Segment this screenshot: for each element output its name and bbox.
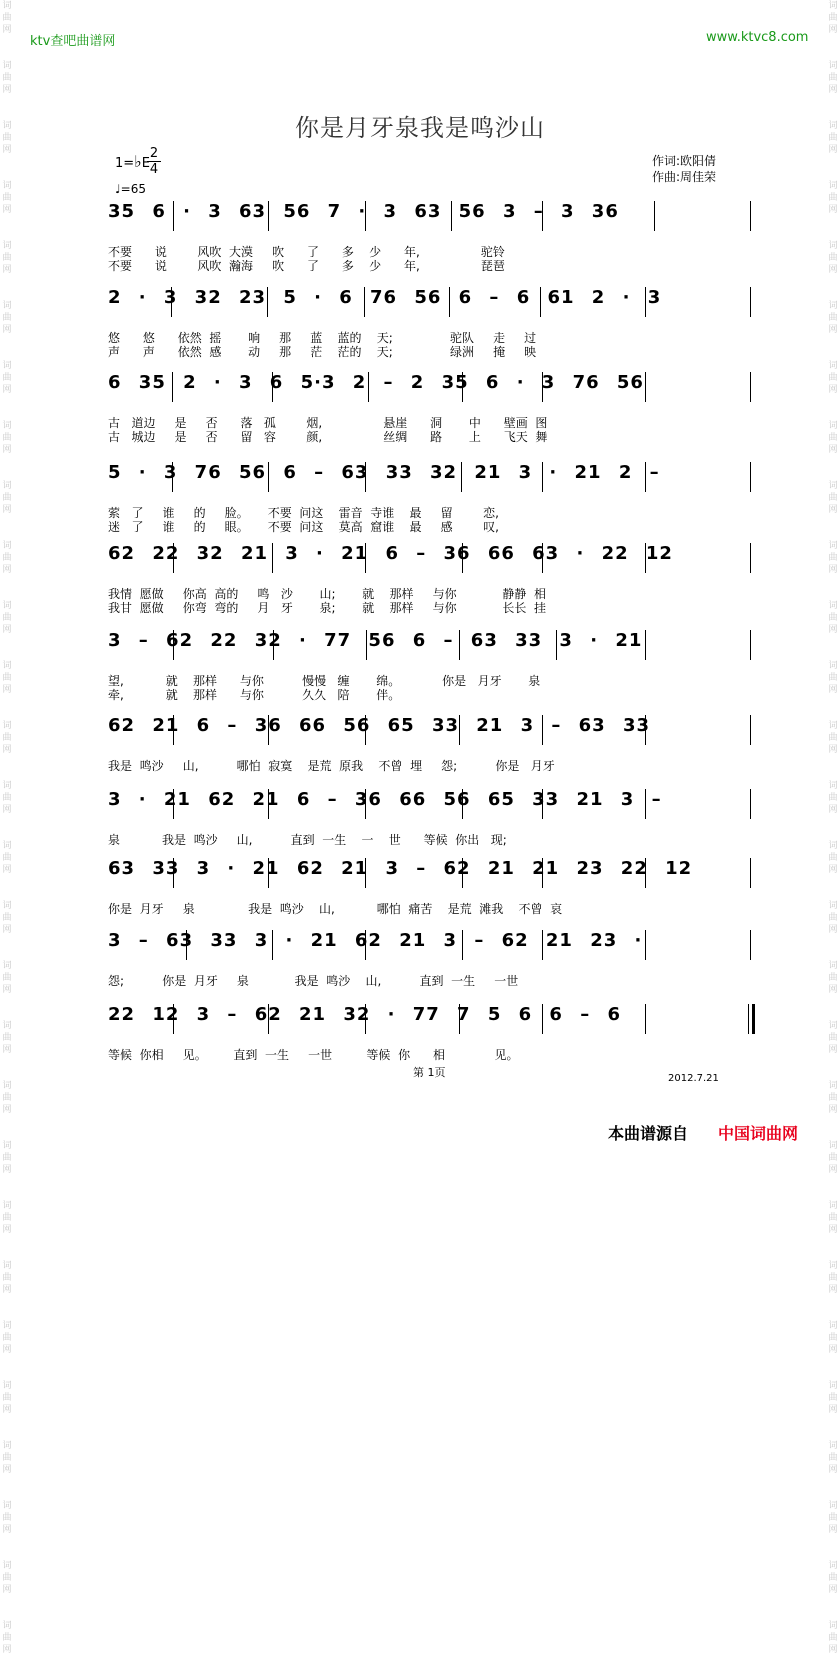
bar-line bbox=[750, 462, 751, 492]
bar-line bbox=[542, 543, 543, 573]
footer-source-label: 本曲谱源自 bbox=[608, 1124, 689, 1143]
bar-line bbox=[272, 930, 273, 960]
time-top: 2 bbox=[149, 146, 159, 161]
bar-line bbox=[542, 1004, 543, 1034]
bar-line bbox=[750, 630, 751, 660]
bar-line bbox=[268, 462, 269, 492]
lyric-line-2: 不要 说 风吹 瀚海 吹 了 多 少 年, 琵琶 bbox=[108, 259, 505, 273]
bar-line bbox=[750, 372, 751, 402]
time-bottom: 4 bbox=[149, 162, 159, 177]
bar-line bbox=[173, 715, 174, 745]
bar-line bbox=[272, 372, 273, 402]
lyric-line-2: 我甘 愿做 你弯 弯的 月 牙 泉; 就 那样 与你 长长 挂 bbox=[108, 601, 547, 615]
bar-line bbox=[173, 201, 174, 231]
bar-line bbox=[172, 462, 173, 492]
bar-line bbox=[750, 543, 751, 573]
bar-line bbox=[459, 630, 460, 660]
notation-row: 62 22 32 21 3 · 21 6 – 36 66 63 · 22 12 bbox=[108, 543, 673, 564]
lyric-line-1: 我情 愿做 你高 高的 鸣 沙 山; 就 那样 与你 静静 相 bbox=[108, 587, 547, 601]
song-title: 你是月牙泉我是鸣沙山 bbox=[295, 114, 545, 142]
bar-line bbox=[451, 201, 452, 231]
final-bar-line bbox=[752, 1004, 755, 1034]
bar-line bbox=[268, 858, 269, 888]
bar-line bbox=[462, 543, 463, 573]
time-signature bbox=[147, 146, 161, 177]
quarter-note-icon: ♩ bbox=[115, 182, 121, 196]
bar-line bbox=[748, 1004, 749, 1034]
bar-line bbox=[365, 858, 366, 888]
bar-line bbox=[542, 201, 543, 231]
bar-line bbox=[750, 930, 751, 960]
bar-line bbox=[462, 930, 463, 960]
lyric-line-1: 古 道边 是 否 落 孤 烟, 悬崖 洞 中 壁画 图 bbox=[108, 416, 548, 430]
bar-line bbox=[542, 372, 543, 402]
bar-line bbox=[365, 462, 366, 492]
notation-row: 3 · 21 62 21 6 – 36 66 56 65 33 21 3 – bbox=[108, 789, 662, 810]
bar-line bbox=[750, 287, 751, 317]
bar-line bbox=[462, 372, 463, 402]
bar-line bbox=[542, 462, 543, 492]
bar-line bbox=[750, 201, 751, 231]
key-prefix: 1= bbox=[115, 156, 135, 171]
lyric-line-1: 悠 悠 依然 摇 响 那 蓝 蓝的 天; 驼队 走 过 bbox=[108, 331, 537, 345]
bar-line bbox=[462, 789, 463, 819]
bar-line bbox=[173, 630, 174, 660]
notation-row: 62 21 6 – 36 66 56 65 33 21 3 – 63 33 bbox=[108, 715, 651, 736]
bar-line bbox=[645, 715, 646, 745]
bar-line bbox=[461, 462, 462, 492]
bar-line bbox=[645, 858, 646, 888]
bar-line bbox=[173, 543, 174, 573]
bar-line bbox=[173, 858, 174, 888]
bar-line bbox=[186, 930, 187, 960]
bar-line bbox=[645, 543, 646, 573]
bar-line bbox=[364, 287, 365, 317]
lyric-line-1: 你是 月牙 泉 我是 鸣沙 山, 哪怕 痛苦 是荒 滩我 不曾 哀 bbox=[108, 902, 563, 916]
bar-line bbox=[542, 789, 543, 819]
lyric-line-1: 萦 了 谁 的 脸。 不要 问这 雷音 寺谁 最 留 恋, bbox=[108, 506, 499, 520]
notation-row: 63 33 3 · 21 62 21 3 – 62 21 21 23 22 12 bbox=[108, 858, 693, 879]
bar-line bbox=[366, 630, 367, 660]
key-signature bbox=[115, 152, 150, 171]
notation-row: 3 – 62 22 32 · 77 56 6 – 63 33 3 · 21 bbox=[108, 630, 643, 651]
lyric-line-1: 怨; 你是 月牙 泉 我是 鸣沙 山, 直到 一生 一世 bbox=[108, 974, 519, 988]
lyricist-credit: 作词:欧阳倩 bbox=[652, 154, 717, 168]
bar-line bbox=[645, 372, 646, 402]
composer-credit: 作曲:周佳荣 bbox=[652, 170, 717, 184]
bar-line bbox=[173, 1004, 174, 1034]
bar-line bbox=[750, 715, 751, 745]
key-flat: ♭ bbox=[134, 152, 142, 171]
lyric-line-1: 望, 就 那样 与你 慢慢 缠 绵。 你是 月牙 泉 bbox=[108, 674, 541, 688]
bar-line bbox=[268, 201, 269, 231]
header-site-left[interactable]: ktv查吧曲谱网 bbox=[30, 34, 116, 49]
bar-line bbox=[556, 630, 557, 660]
bar-line bbox=[459, 1004, 460, 1034]
lyric-line-1: 泉 我是 鸣沙 山, 直到 一生 一 世 等候 你出 现; bbox=[108, 833, 507, 847]
bar-line bbox=[645, 789, 646, 819]
key-note: E bbox=[141, 156, 150, 171]
lyric-line-1: 我是 鸣沙 山, 哪怕 寂寞 是荒 原我 不曾 埋 怨; 你是 月牙 bbox=[108, 759, 555, 773]
bar-line bbox=[542, 858, 543, 888]
bar-line bbox=[268, 715, 269, 745]
bar-line bbox=[268, 789, 269, 819]
bar-line bbox=[462, 858, 463, 888]
bar-line bbox=[542, 930, 543, 960]
bar-line bbox=[267, 287, 268, 317]
lyric-line-2: 声 声 依然 感 动 那 茫 茫的 天; 绿洲 掩 映 bbox=[108, 345, 537, 359]
lyric-line-1: 等候 你相 见。 直到 一生 一世 等候 你 相 见。 bbox=[108, 1048, 519, 1062]
bar-line bbox=[540, 287, 541, 317]
footer-source-site[interactable]: 中国词曲网 bbox=[718, 1124, 799, 1143]
notation-row: 3 – 63 33 3 · 21 62 21 3 – 62 21 23 · bbox=[108, 930, 643, 951]
lyric-line-2: 古 城边 是 否 留 容 颜, 丝绸 路 上 飞天 舞 bbox=[108, 430, 548, 444]
bar-line bbox=[449, 287, 450, 317]
bar-line bbox=[750, 789, 751, 819]
notation-row: 35 6 · 3 63 56 7 · 3 63 56 3 – 3 36 bbox=[108, 201, 619, 222]
bar-line bbox=[365, 1004, 366, 1034]
watermark-left: 词 曲 网 词 曲 网 词 曲 网 词 曲 网 词 曲 网 词 曲 网 词 曲 网 词 曲 网 词 曲 网 词 曲 网 词 曲 网 词 曲 网 词 曲 网 词 曲 网 词 曲 网 词 曲 网 词 曲 网 词 曲 网 词 曲 网 词 曲 网 词 曲 网 词 曲 网 词 曲 网 词 曲 网 词 曲 网 词 曲 网 词 曲 网 词 曲 网 bbox=[2, 1, 12, 1655]
page-number: 第 1页 bbox=[413, 1066, 446, 1079]
bar-line bbox=[542, 715, 543, 745]
bar-line bbox=[645, 462, 646, 492]
notation-row: 22 12 3 – 62 21 32 · 77 7 5 6 6 – 6 bbox=[108, 1004, 622, 1025]
header-site-right[interactable]: www.ktvc8.com bbox=[706, 30, 809, 45]
bar-line bbox=[645, 287, 646, 317]
bar-line bbox=[750, 858, 751, 888]
bar-line bbox=[645, 930, 646, 960]
bar-line bbox=[268, 1004, 269, 1034]
notation-row: 2 · 3 32 23 5 · 6 76 56 6 – 6 61 2 · 3 bbox=[108, 287, 662, 308]
watermark-right: 词 曲 网 词 曲 网 词 曲 网 词 曲 网 词 曲 网 词 曲 网 词 曲 网 词 曲 网 词 曲 网 词 曲 网 词 曲 网 词 曲 网 词 曲 网 词 曲 网 词 曲 网 词 曲 网 词 曲 网 词 曲 网 词 曲 网 词 曲 网 词 曲 网 词 曲 网 词 曲 网 词 曲 网 词 曲 网 词 曲 网 词 曲 网 词 曲 网 bbox=[828, 1, 838, 1655]
bar-line bbox=[365, 715, 366, 745]
bar-line bbox=[365, 201, 366, 231]
bar-line bbox=[459, 715, 460, 745]
date: 2012.7.21 bbox=[668, 1073, 719, 1084]
notation-row: 5 · 3 76 56 6 – 63 33 32 21 3 · 21 2 – bbox=[108, 462, 660, 483]
bar-line bbox=[272, 543, 273, 573]
bar-line bbox=[273, 630, 274, 660]
bar-line bbox=[365, 930, 366, 960]
bar-line bbox=[172, 372, 173, 402]
lyric-line-2: 牵, 就 那样 与你 久久 陪 伴。 bbox=[108, 688, 401, 702]
notation-row: 6 35 2 · 3 6 5·3 2 – 2 35 6 · 3 76 56 bbox=[108, 372, 644, 393]
bar-line bbox=[173, 789, 174, 819]
lyric-line-2: 迷 了 谁 的 眼。 不要 问这 莫高 窟谁 最 感 叹, bbox=[108, 520, 499, 534]
bar-line bbox=[645, 1004, 646, 1034]
bar-line bbox=[365, 543, 366, 573]
lyric-line-1: 不要 说 风吹 大漠 吹 了 多 少 年, 驼铃 bbox=[108, 245, 505, 259]
bar-line bbox=[171, 287, 172, 317]
bar-line bbox=[645, 630, 646, 660]
tempo-value: =65 bbox=[120, 182, 146, 196]
bar-line bbox=[654, 201, 655, 231]
tempo-mark bbox=[115, 182, 146, 196]
bar-line bbox=[365, 789, 366, 819]
bar-line bbox=[368, 372, 369, 402]
